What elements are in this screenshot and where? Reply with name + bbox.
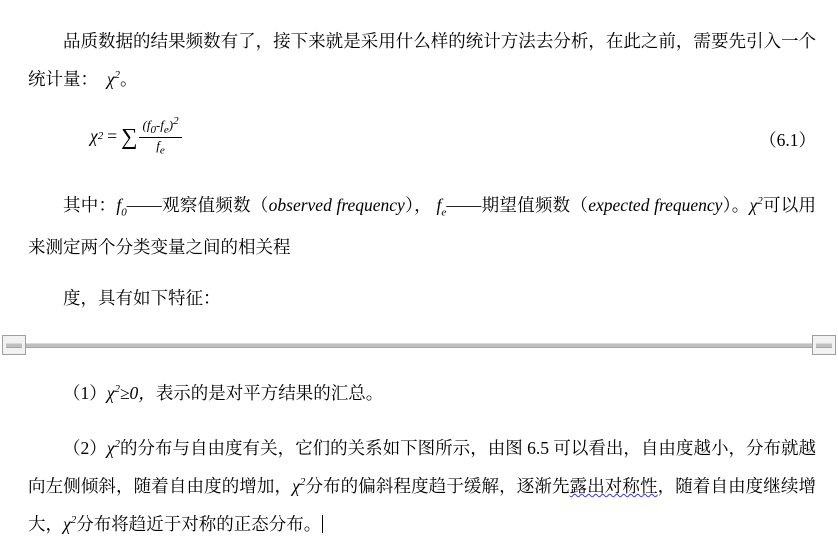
misspelled-phrase: 露出对称性 (569, 476, 658, 497)
intro-text-tail: 。 (119, 68, 138, 89)
list-block (0, 372, 838, 541)
intro-paragraph-block (0, 0, 838, 95)
item2-chi: χ (106, 438, 115, 459)
item1-inequality: ≥0， (119, 382, 156, 403)
numerator-open: (f (142, 117, 151, 133)
list-item-1 (28, 372, 816, 410)
fe-english: expected frequency (588, 195, 723, 216)
definition-tail: 可以用来测定两个分类变量之间的相关程 (28, 195, 817, 257)
numerator-minus: -f (155, 117, 164, 133)
page-break-line (26, 343, 812, 348)
handle-bar-left (6, 343, 22, 348)
numerator-exponent: 2 (173, 114, 179, 127)
f0-subscript: 0 (121, 206, 127, 219)
fe-subscript: e (441, 206, 447, 219)
chi-square-formula (90, 115, 182, 158)
definition-block (0, 184, 838, 315)
chi-symbol: χ (106, 68, 115, 89)
item2-chi-3-exponent: 2 (70, 514, 77, 527)
page-break-handle-right[interactable] (812, 335, 836, 355)
definition-lead: 其中： (63, 195, 117, 216)
definition-chi: χ (749, 195, 758, 216)
intro-text: 品质数据的结果频数有了，接下来就是采用什么样的统计方法去分析，在此之前，需要先引入一个统计量： (28, 30, 816, 89)
formula-denominator (153, 138, 168, 157)
definition-chi-exponent: 2 (757, 195, 763, 208)
item1-label: （1） (63, 382, 107, 403)
numerator-close: ) (168, 117, 174, 133)
item2-chi-2-exponent: 2 (299, 476, 306, 489)
item2-label: （2） (63, 438, 107, 459)
formula-fraction (139, 115, 181, 158)
fe-symbol: f (436, 195, 442, 216)
item1-chi: χ (106, 382, 115, 403)
denominator-f: f (156, 138, 160, 154)
f0-english: observed frequency (268, 195, 405, 216)
intro-paragraph (28, 24, 816, 96)
fe-close: ）。 (722, 195, 750, 216)
f0-description: ——观察值频数（ (126, 195, 269, 216)
formula-equals: = (107, 125, 118, 146)
list-item-2 (28, 427, 816, 540)
text-cursor (322, 515, 323, 533)
definition-paragraph (28, 184, 816, 263)
continuation-line: 度，具有如下特征： (63, 288, 221, 309)
item2-part2b: ，随着自由度继续增大， (28, 476, 817, 534)
item1-chi-exponent: 2 (114, 383, 120, 396)
handle-bar-right (816, 343, 832, 348)
f0-symbol: f (116, 195, 122, 216)
summation-icon: ∑ (121, 123, 138, 149)
fe-description: ——期望值频数（ (446, 195, 589, 216)
item2-part3: 分布将趋近于对称的正态分布。 (76, 513, 322, 534)
page-break-separator[interactable] (0, 333, 838, 355)
item2-chi-3: χ (63, 513, 71, 534)
item2-chi-exponent: 2 (114, 438, 120, 451)
denominator-sub-e: e (159, 144, 165, 157)
formula-lhs-symbol: χ (90, 125, 98, 146)
chi-exponent: 2 (114, 68, 120, 81)
item2-part2: 分布的偏斜程度趋于缓解，逐渐先 (305, 476, 570, 497)
item2-chi-2: χ (292, 476, 300, 497)
f0-close: ）， (404, 195, 432, 216)
formula-row (0, 113, 838, 167)
item2-part1: 的分布与自由度有关，它们的关系如下图所示，由图 6.5 可以看出，自由度越小，分布就越向左侧倾斜，随着自由度的增加， (28, 438, 816, 497)
page-break-handle-left[interactable] (2, 335, 26, 355)
formula-lhs-exponent: 2 (97, 130, 104, 143)
formula-numerator (139, 115, 181, 138)
numerator-sub-0: 0 (150, 123, 156, 136)
numerator-sub-e: e (163, 123, 169, 136)
equation-number: （6.1） (759, 129, 816, 150)
item1-text: 表示的是对平方结果的汇总。 (155, 382, 384, 403)
